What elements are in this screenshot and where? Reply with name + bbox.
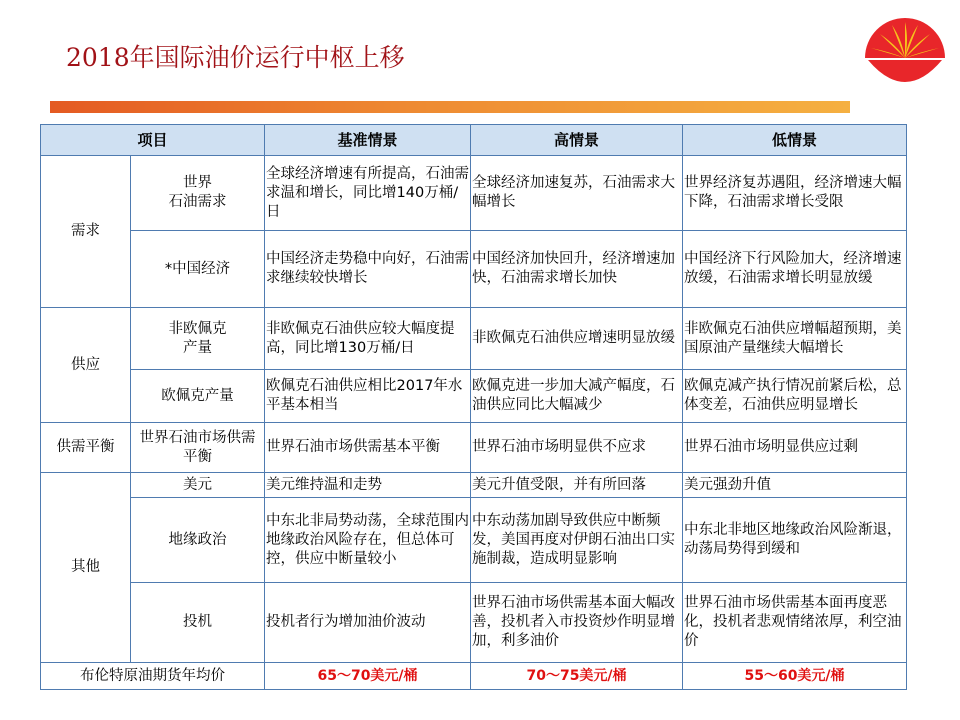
- cell-base: 欧佩克石油供应相比2017年水平基本相当: [265, 370, 471, 423]
- header-base: 基准情景: [265, 125, 471, 156]
- cell-high: 世界石油市场明显供不应求: [471, 423, 683, 473]
- brent-price-base: 65～70美元/桶: [265, 663, 471, 690]
- category-balance: 供需平衡: [41, 423, 131, 473]
- table-row: [41, 308, 907, 370]
- row-label-usd: 美元: [131, 473, 265, 498]
- cell-low: 中国经济下行风险加大，经济增速放缓，石油需求增长明显放缓: [683, 231, 907, 308]
- cell-base: 世界石油市场供需基本平衡: [265, 423, 471, 473]
- cell-base: 全球经济增速有所提高，石油需求温和增长，同比增140万桶/日: [265, 156, 471, 231]
- table-row: [41, 473, 907, 498]
- row-label-world-demand: 世界 石油需求: [131, 156, 265, 231]
- cell-low: 世界石油市场明显供应过剩: [683, 423, 907, 473]
- table-row: [41, 231, 907, 308]
- category-other: 其他: [41, 473, 131, 663]
- row-label-opec: 欧佩克产量: [131, 370, 265, 423]
- brent-price-low: 55～60美元/桶: [683, 663, 907, 690]
- cell-low: 美元强劲升值: [683, 473, 907, 498]
- cell-base: 中东北非局势动荡，全球范围内地缘政治风险存在，但总体可控，供应中断量较小: [265, 498, 471, 583]
- category-supply: 供应: [41, 308, 131, 423]
- cell-high: 中国经济加快回升，经济增速加快，石油需求增长加快: [471, 231, 683, 308]
- table-row-brent: [41, 663, 907, 690]
- header-low: 低情景: [683, 125, 907, 156]
- page-title: 2018年国际油价运行中枢上移: [66, 43, 405, 72]
- row-label-geopolitics: 地缘政治: [131, 498, 265, 583]
- brent-price-high: 70～75美元/桶: [471, 663, 683, 690]
- cell-base: 美元维持温和走势: [265, 473, 471, 498]
- header-high: 高情景: [471, 125, 683, 156]
- cell-base: 非欧佩克石油供应较大幅度提高，同比增130万桶/日: [265, 308, 471, 370]
- table-header-row: [41, 125, 907, 156]
- cell-high: 非欧佩克石油供应增速明显放缓: [471, 308, 683, 370]
- row-label-balance: 世界石油市场供需 平衡: [131, 423, 265, 473]
- cell-high: 世界石油市场供需基本面大幅改善，投机者入市投资炒作明显增加，利多油价: [471, 583, 683, 663]
- row-label-speculation: 投机: [131, 583, 265, 663]
- cell-low: 欧佩克减产执行情况前紧后松，总体变差，石油供应明显增长: [683, 370, 907, 423]
- cell-high: 中东动荡加剧导致供应中断频发，美国再度对伊朗石油出口实施制裁，造成明显影响: [471, 498, 683, 583]
- table-row: [41, 498, 907, 583]
- cell-low: 世界经济复苏遇阻，经济增速大幅下降，石油需求增长受限: [683, 156, 907, 231]
- table-row: [41, 370, 907, 423]
- table-row: [41, 423, 907, 473]
- header-item: 项目: [41, 125, 265, 156]
- scenario-table: [40, 124, 907, 690]
- cell-low: 非欧佩克石油供应增幅超预期，美国原油产量继续大幅增长: [683, 308, 907, 370]
- petrochina-logo-icon: [862, 12, 948, 88]
- row-label-brent: 布伦特原油期货年均价: [41, 663, 265, 690]
- row-label-nonopec: 非欧佩克 产量: [131, 308, 265, 370]
- cell-high: 欧佩克进一步加大减产幅度，石油供应同比大幅减少: [471, 370, 683, 423]
- category-demand: 需求: [41, 156, 131, 308]
- cell-low: 世界石油市场供需基本面再度恶化，投机者悲观情绪浓厚，利空油价: [683, 583, 907, 663]
- cell-base: 中国经济走势稳中向好，石油需求继续较快增长: [265, 231, 471, 308]
- cell-low: 中东北非地区地缘政治风险渐退，动荡局势得到缓和: [683, 498, 907, 583]
- cell-high: 美元升值受限，并有所回落: [471, 473, 683, 498]
- cell-base: 投机者行为增加油价波动: [265, 583, 471, 663]
- table-row: [41, 583, 907, 663]
- title-accent-bar: [50, 101, 850, 113]
- table-row: [41, 156, 907, 231]
- row-label-china-economy: *中国经济: [131, 231, 265, 308]
- cell-high: 全球经济加速复苏，石油需求大幅增长: [471, 156, 683, 231]
